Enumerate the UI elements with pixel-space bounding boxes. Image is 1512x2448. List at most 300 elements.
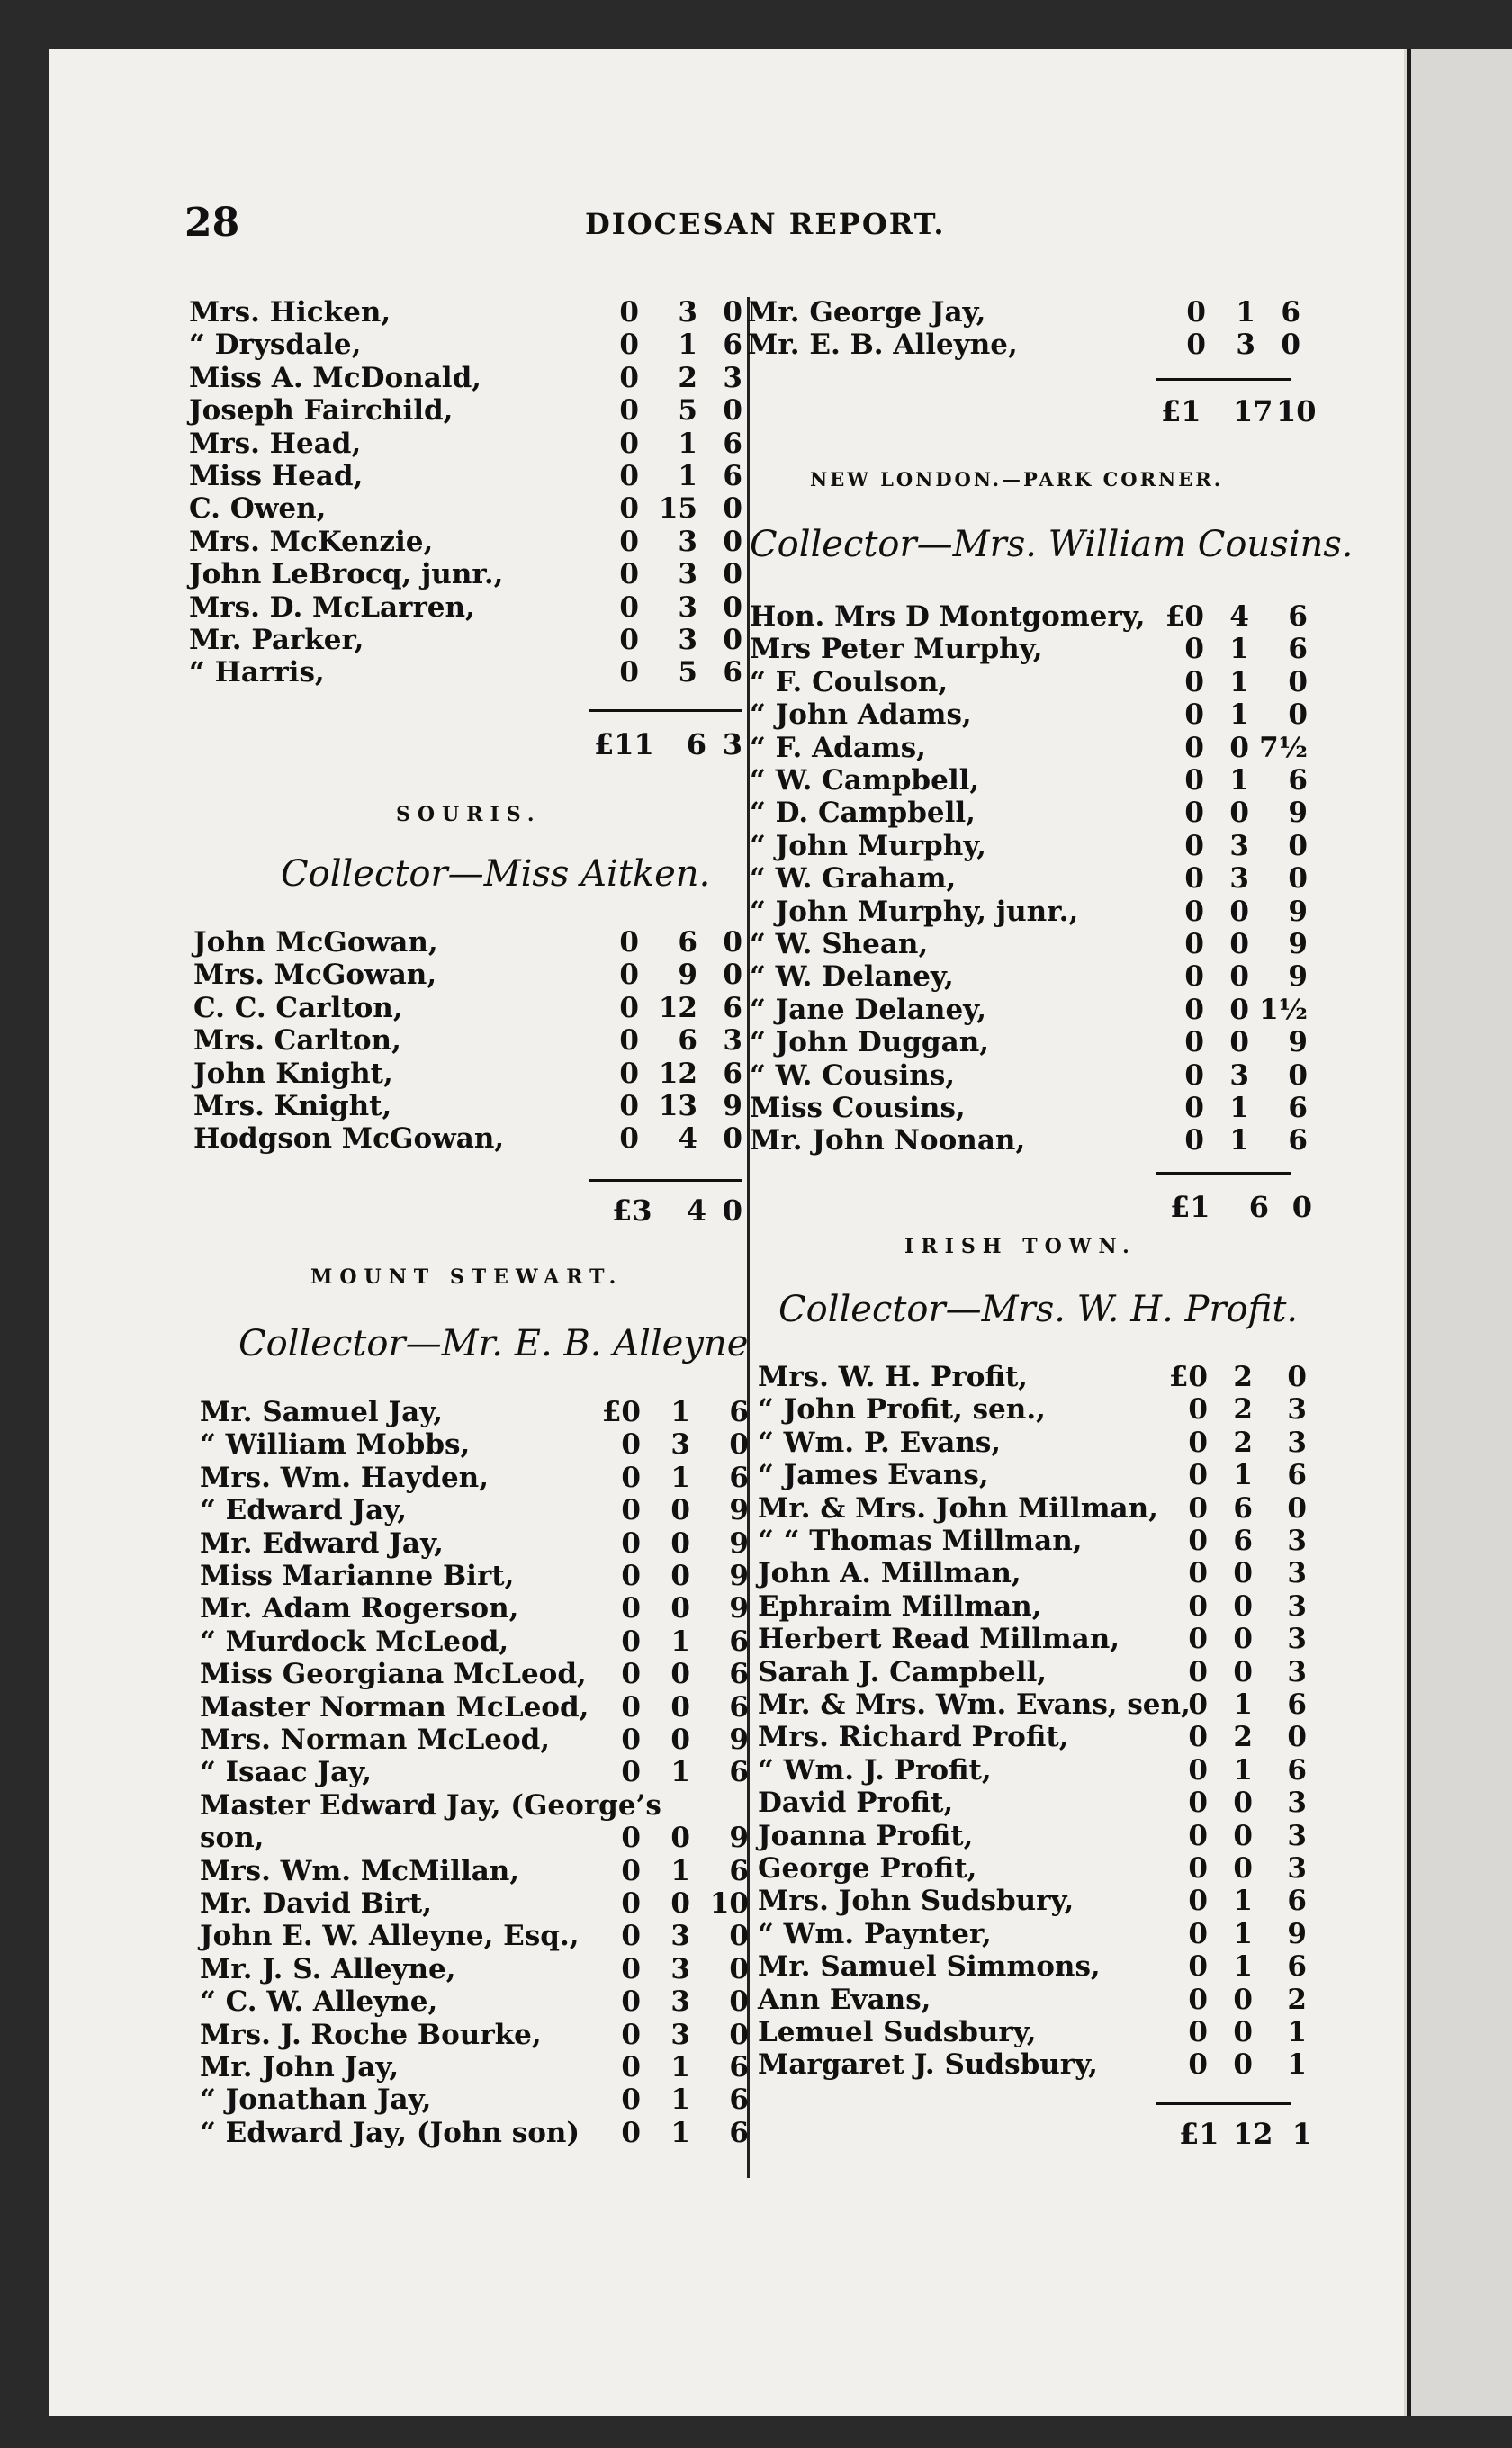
entry-pounds: 0 xyxy=(1184,1124,1204,1157)
entry-shillings: 3 xyxy=(670,1428,690,1462)
entry-pounds: 0 xyxy=(621,1724,641,1756)
contributor-row xyxy=(194,1123,747,1154)
total-shillings: 6 xyxy=(1248,1190,1269,1224)
entry-pounds: 0 xyxy=(619,361,639,394)
entry-pence: 3 xyxy=(1287,1557,1307,1590)
entry-name: “ “ Thomas Millman, xyxy=(758,1525,1083,1557)
contributor-row xyxy=(750,1125,1308,1156)
entry-pence: 0 xyxy=(723,492,742,526)
entry-name: “ John Murphy, junr., xyxy=(750,895,1079,928)
entry-pence: 9 xyxy=(1288,895,1308,928)
entry-pence: 9 xyxy=(729,1494,749,1527)
souris-heading: SOURIS. xyxy=(396,803,542,826)
entry-pounds: 0 xyxy=(1188,1786,1208,1820)
entry-shillings: 5 xyxy=(678,656,698,689)
entry-pounds: 0 xyxy=(1188,1459,1208,1492)
entry-name: Mr. E. B. Alleyne, xyxy=(747,328,1018,362)
entry-pounds: 0 xyxy=(1184,698,1204,732)
entry-name: Miss Head, xyxy=(189,460,364,492)
entry-pence: 6 xyxy=(1287,1885,1307,1918)
contributor-row xyxy=(200,1724,747,1755)
entry-pence: 0 xyxy=(729,2018,749,2051)
entry-pounds: 0 xyxy=(621,2018,641,2051)
contributor-row xyxy=(758,1558,1309,1588)
contributor-row xyxy=(194,1025,747,1056)
entry-name: Mr. Parker, xyxy=(189,624,364,656)
entry-name: Mr. John Noonan, xyxy=(750,1124,1026,1157)
contributor-row xyxy=(189,493,747,524)
entry-pence: 6 xyxy=(1287,1688,1307,1721)
contributor-row xyxy=(758,1787,1309,1818)
entry-pence: 9 xyxy=(723,1090,742,1122)
entry-pounds: 0 xyxy=(621,1690,641,1724)
page-edge xyxy=(1404,50,1512,2416)
contributor-row xyxy=(750,699,1308,730)
entry-shillings: 0 xyxy=(1229,1026,1249,1059)
entry-pence: 6 xyxy=(729,1658,749,1691)
entry-shillings: 1 xyxy=(1233,1753,1253,1786)
entry-name: Joseph Fairchild, xyxy=(189,394,454,428)
entry-pounds: 0 xyxy=(621,1952,641,1985)
entry-name: Mr. J. S. Alleyne, xyxy=(200,1952,456,1985)
entry-pence: 9 xyxy=(729,1724,749,1756)
contributor-row xyxy=(758,2049,1309,2080)
entry-pence: 9 xyxy=(729,1592,749,1625)
contributor-row xyxy=(758,1689,1309,1720)
entry-shillings: 2 xyxy=(1233,1393,1253,1426)
total-pence: 10 xyxy=(1276,394,1317,428)
entry-shillings: 3 xyxy=(678,624,698,656)
contributor-row xyxy=(189,395,747,426)
entry-pence: 0 xyxy=(723,590,742,624)
entry-shillings: 1 xyxy=(1233,1459,1253,1492)
entry-pence: 9 xyxy=(1288,960,1308,994)
entry-pounds: 0 xyxy=(619,394,639,428)
contributor-row xyxy=(758,1362,1309,1392)
entry-pence: 9 xyxy=(1288,1026,1308,1059)
entry-pounds: 0 xyxy=(621,2084,641,2117)
entry-pence: 0 xyxy=(1287,1361,1307,1393)
entry-name: Mr. Adam Rogerson, xyxy=(200,1592,519,1625)
contributor-row xyxy=(200,2020,747,2050)
entry-name: Lemuel Sudsbury, xyxy=(758,2016,1037,2048)
entry-pounds: 0 xyxy=(1188,2016,1208,2048)
total-pounds: £1 xyxy=(1161,394,1202,428)
entry-pence: 6 xyxy=(1287,1459,1307,1492)
total-rule xyxy=(1156,2102,1292,2105)
entry-name: Mrs. Carlton, xyxy=(194,1024,401,1058)
entry-shillings: 1 xyxy=(670,2084,690,2117)
entry-pence: 3 xyxy=(1287,1393,1307,1426)
total-pounds: £1 xyxy=(1170,1190,1210,1224)
entry-shillings: 0 xyxy=(670,1887,690,1920)
contributor-row xyxy=(200,1659,747,1689)
entry-pounds: 0 xyxy=(1184,796,1204,830)
entry-shillings: 1 xyxy=(670,1854,690,1887)
new-london-collector: Collector—Mrs. William Cousins. xyxy=(750,524,1354,565)
total-pence: 0 xyxy=(722,1193,742,1228)
entry-pounds: 0 xyxy=(1184,829,1204,862)
contributor-row xyxy=(758,1657,1309,1688)
contributor-row xyxy=(750,994,1308,1025)
entry-shillings: 3 xyxy=(670,1985,690,2019)
entry-name: John A. Millman, xyxy=(758,1557,1022,1590)
entry-pence: 6 xyxy=(1288,764,1308,796)
entry-shillings: 15 xyxy=(658,492,698,526)
entry-shillings: 1 xyxy=(1233,1885,1253,1918)
entry-pence: 6 xyxy=(729,2116,749,2149)
entry-name: Mrs. Head, xyxy=(189,427,362,460)
entry-pence: 0 xyxy=(729,1428,749,1462)
entry-pounds: 0 xyxy=(1184,731,1204,764)
entry-name: “ W. Graham, xyxy=(750,862,957,896)
entry-name: “ W. Delaney, xyxy=(750,960,954,994)
entry-shillings: 6 xyxy=(1233,1491,1253,1525)
contributor-row xyxy=(189,526,747,557)
entry-name: Miss Marianne Birt, xyxy=(200,1560,515,1592)
entry-shillings: 0 xyxy=(670,1822,690,1855)
entry-pence: 9 xyxy=(729,1560,749,1592)
entry-pence: 3 xyxy=(1287,1426,1307,1459)
entry-name: Mr. Samuel Jay, xyxy=(200,1396,444,1428)
total-shillings: 12 xyxy=(1233,2117,1274,2151)
entry-pence: 6 xyxy=(729,2084,749,2117)
entry-name: Mrs. Knight, xyxy=(194,1090,392,1122)
entry-name: “ John Adams, xyxy=(750,698,972,732)
contributor-row xyxy=(758,1591,1309,1622)
entry-name: “ F. Coulson, xyxy=(750,665,949,698)
entry-pounds: 0 xyxy=(619,624,639,656)
entry-name: Ephraim Millman, xyxy=(758,1589,1042,1623)
entry-shillings: 1 xyxy=(670,2116,690,2149)
entry-pounds: 0 xyxy=(619,958,639,992)
entry-shillings: 3 xyxy=(1229,1058,1249,1092)
contributor-row xyxy=(200,1921,747,1951)
entry-pence: 6 xyxy=(729,1624,749,1658)
entry-shillings: 12 xyxy=(658,991,698,1024)
entry-pounds: 0 xyxy=(619,558,639,591)
entry-name: “ John Duggan, xyxy=(750,1026,990,1059)
entry-shillings: 4 xyxy=(678,1122,698,1156)
entry-pence: 6 xyxy=(729,1396,749,1428)
contributor-row xyxy=(200,1888,747,1919)
entry-name: John LeBrocq, junr., xyxy=(189,558,504,591)
entry-name: Mrs. W. H. Profit, xyxy=(758,1361,1029,1393)
entry-pounds: 0 xyxy=(1184,960,1204,994)
entry-pounds: 0 xyxy=(1188,1983,1208,2016)
entry-name: Herbert Read Millman, xyxy=(758,1623,1120,1656)
entry-pounds: 0 xyxy=(1188,1557,1208,1590)
entry-name: “ W. Campbell, xyxy=(750,764,980,796)
entry-name: “ C. W. Alleyne, xyxy=(200,1985,438,2019)
entry-pounds: 0 xyxy=(619,460,639,492)
contributor-row xyxy=(750,1060,1308,1091)
entry-name: “ Wm. Paynter, xyxy=(758,1917,992,1950)
entry-shillings: 1 xyxy=(1236,296,1256,328)
entry-shillings: 1 xyxy=(670,2051,690,2084)
total-rule xyxy=(590,1179,742,1182)
entry-name: John Knight, xyxy=(194,1057,393,1090)
entry-name: Mrs Peter Murphy, xyxy=(750,633,1043,666)
entry-pounds: 0 xyxy=(621,1887,641,1920)
entry-pence: 0 xyxy=(723,394,742,428)
entry-shillings: 0 xyxy=(670,1560,690,1592)
mount-stewart-heading: MOUNT STEWART. xyxy=(310,1265,624,1289)
entry-pence: 6 xyxy=(1281,296,1300,328)
entry-pence: 0 xyxy=(723,1122,742,1156)
entry-shillings: 0 xyxy=(1229,796,1249,830)
entry-name: “ James Evans, xyxy=(758,1459,989,1492)
entry-shillings: 0 xyxy=(1233,1655,1253,1688)
entry-pence: 0 xyxy=(1288,698,1308,732)
entry-name: “ Jonathan Jay, xyxy=(200,2084,432,2117)
contributor-row xyxy=(747,297,1305,328)
entry-pence: 0 xyxy=(729,1920,749,1953)
entry-shillings: 0 xyxy=(670,1592,690,1625)
entry-shillings: 0 xyxy=(1233,1852,1253,1885)
entry-pounds: 0 xyxy=(621,1428,641,1462)
entry-pence: 6 xyxy=(729,1690,749,1724)
entry-shillings: 1 xyxy=(678,427,698,460)
contributor-row xyxy=(194,993,747,1023)
contributor-row xyxy=(200,1757,747,1787)
total-shillings: 4 xyxy=(686,1193,706,1228)
entry-name: “ D. Campbell, xyxy=(750,796,976,830)
entry-shillings: 1 xyxy=(670,1396,690,1428)
page-number: 28 xyxy=(184,200,240,246)
entry-shillings: 4 xyxy=(1229,600,1249,633)
irish-town-collector: Collector—Mrs. W. H. Profit. xyxy=(778,1289,1299,1330)
entry-shillings: 1 xyxy=(670,1756,690,1789)
entry-pence: 0 xyxy=(723,958,742,992)
contributor-row xyxy=(189,625,747,655)
entry-name: Mr. John Jay, xyxy=(200,2051,400,2084)
entry-pounds: 0 xyxy=(1184,928,1204,960)
contributor-row xyxy=(758,2017,1309,2048)
entry-shillings: 1 xyxy=(678,328,698,362)
entry-pounds: 0 xyxy=(621,2116,641,2149)
entry-pounds: 0 xyxy=(1184,862,1204,896)
entry-name: “ Jane Delaney, xyxy=(750,993,987,1026)
entry-name: John McGowan, xyxy=(194,926,438,958)
contributor-row xyxy=(200,1692,747,1723)
entry-name: Mr. David Birt, xyxy=(200,1887,433,1920)
entry-pounds: 0 xyxy=(1188,1393,1208,1426)
total-rule xyxy=(1156,1172,1292,1174)
entry-shillings: 3 xyxy=(670,1920,690,1953)
entry-pence: 0 xyxy=(729,1952,749,1985)
entry-pounds: 0 xyxy=(1188,1655,1208,1688)
souris-total xyxy=(612,1193,742,1228)
entry-pounds: 0 xyxy=(1188,1819,1208,1852)
entry-shillings: 3 xyxy=(670,2018,690,2051)
entry-name: “ John Murphy, xyxy=(750,829,987,862)
contributor-row xyxy=(200,1397,747,1427)
entry-name: “ F. Adams, xyxy=(750,731,926,764)
entry-pence: 3 xyxy=(1287,1589,1307,1623)
contributor-row xyxy=(189,461,747,491)
entry-pounds: 0 xyxy=(619,1024,639,1058)
binding-rule xyxy=(1407,50,1411,2416)
entry-pounds: 0 xyxy=(1188,1426,1208,1459)
entry-pence: 3 xyxy=(1287,1852,1307,1885)
contributor-row xyxy=(200,1626,747,1657)
entry-pence: 3 xyxy=(723,361,742,394)
entry-shillings: 1 xyxy=(1233,1688,1253,1721)
entry-name: “ Edward Jay, xyxy=(200,1494,408,1527)
entry-shillings: 0 xyxy=(1233,1589,1253,1623)
entry-shillings: 2 xyxy=(1233,1721,1253,1754)
entry-shillings: 0 xyxy=(1233,1623,1253,1656)
entry-name: Miss A. McDonald, xyxy=(189,361,482,394)
souris-collector: Collector—Miss Aitken. xyxy=(281,853,711,895)
contributor-row xyxy=(200,1856,747,1886)
entry-pounds: 0 xyxy=(621,1592,641,1625)
entry-name: “ Murdock McLeod, xyxy=(200,1624,509,1658)
contributor-row xyxy=(189,428,747,459)
entry-pounds: 0 xyxy=(621,1560,641,1592)
entry-pence: 3 xyxy=(723,1024,742,1058)
entry-shillings: 3 xyxy=(678,558,698,591)
entry-shillings: 0 xyxy=(1229,960,1249,994)
entry-pounds: £0 xyxy=(1168,1361,1208,1393)
entry-name: “ John Profit, sen., xyxy=(758,1393,1046,1426)
entry-pence: 6 xyxy=(723,656,742,689)
contributor-row xyxy=(758,1526,1309,1556)
page-title: DIOCESAN REPORT. xyxy=(585,207,946,241)
entry-pounds: 0 xyxy=(1188,1491,1208,1525)
mount-stewart-collector: Collector—Mr. E. B. Alleyne xyxy=(238,1323,749,1364)
contributor-row xyxy=(750,863,1308,894)
entry-pounds: 0 xyxy=(619,926,639,958)
entry-pence: 0 xyxy=(1287,1721,1307,1754)
contributor-row xyxy=(194,1058,747,1089)
entry-shillings: 1 xyxy=(1229,633,1249,666)
entry-pounds: 0 xyxy=(1188,1525,1208,1557)
entry-pounds: 0 xyxy=(1184,993,1204,1026)
contributor-row xyxy=(758,1493,1309,1524)
entry-pence: 3 xyxy=(1287,1655,1307,1688)
entry-shillings: 1 xyxy=(1229,1124,1249,1157)
entry-pounds: 0 xyxy=(619,1090,639,1122)
entry-name: “ William Mobbs, xyxy=(200,1428,471,1462)
total-rule xyxy=(590,709,742,712)
entry-name: C. Owen, xyxy=(189,492,327,526)
entry-name: Mr. Samuel Simmons, xyxy=(758,1950,1101,1984)
entry-pounds: 0 xyxy=(1186,296,1206,328)
entry-pence: 6 xyxy=(729,2051,749,2084)
contributor-row xyxy=(750,765,1308,796)
entry-shillings: 0 xyxy=(670,1494,690,1527)
contributor-row xyxy=(200,2118,747,2148)
entry-name: David Profit, xyxy=(758,1786,954,1820)
entry-pence: 9 xyxy=(729,1526,749,1560)
entry-pounds: 0 xyxy=(621,1461,641,1494)
entry-pence: 6 xyxy=(729,1461,749,1494)
contributor-row xyxy=(758,1886,1309,1916)
entry-pounds: 0 xyxy=(1186,328,1206,362)
entry-pounds: 0 xyxy=(1188,1688,1208,1721)
entry-name: Mr. & Mrs. John Millman, xyxy=(758,1491,1158,1525)
entry-name: Miss Georgiana McLeod, xyxy=(200,1658,587,1691)
total-pounds: £11 xyxy=(594,727,654,761)
entry-pounds: 0 xyxy=(619,525,639,558)
entry-pence: 6 xyxy=(1288,600,1308,633)
contributor-row xyxy=(758,1755,1309,1786)
entry-pence: 3 xyxy=(1287,1623,1307,1656)
contributor-row xyxy=(200,2052,747,2083)
entry-name: Sarah J. Campbell, xyxy=(758,1655,1048,1688)
contributor-row xyxy=(200,1528,747,1559)
contributor-row xyxy=(200,1561,747,1591)
total-pence: 0 xyxy=(1292,1190,1312,1224)
entry-shillings: 0 xyxy=(1229,895,1249,928)
contributor-row xyxy=(750,1027,1308,1058)
entry-pounds: 0 xyxy=(1188,1589,1208,1623)
entry-shillings: 0 xyxy=(1233,1557,1253,1590)
contributor-row xyxy=(200,2084,747,2115)
new-london-heading: NEW LONDON.—PARK CORNER. xyxy=(810,468,1224,490)
entry-pounds: 0 xyxy=(619,492,639,526)
entry-pounds: 0 xyxy=(1184,1092,1204,1124)
entry-name: George Profit, xyxy=(758,1852,977,1885)
contributor-row xyxy=(189,297,747,328)
entry-pounds: 0 xyxy=(619,296,639,328)
contributor-row xyxy=(189,657,747,688)
entry-pounds: 0 xyxy=(621,1854,641,1887)
entry-shillings: 0 xyxy=(670,1724,690,1756)
entry-shillings: 0 xyxy=(1229,928,1249,960)
entry-name: Mrs. Wm. Hayden, xyxy=(200,1461,490,1494)
entry-pounds: 0 xyxy=(1184,633,1204,666)
contributor-row xyxy=(747,329,1305,360)
entry-pence: 0 xyxy=(1288,829,1308,862)
entry-pence: 6 xyxy=(723,427,742,460)
entry-shillings: 6 xyxy=(678,926,698,958)
entry-pence: 0 xyxy=(1281,328,1300,362)
entry-pence: 0 xyxy=(1288,1058,1308,1092)
contributor-row xyxy=(758,1951,1309,1982)
entry-name: “ Edward Jay, (John son) xyxy=(200,2116,580,2149)
entry-name: Mrs. Wm. McMillan, xyxy=(200,1854,520,1887)
entry-pounds: 0 xyxy=(621,1658,641,1691)
total-pounds: £3 xyxy=(612,1193,652,1228)
entry-pence: 6 xyxy=(729,1756,749,1789)
entry-name: Margaret J. Sudsbury, xyxy=(758,2048,1098,2082)
irish-town-total xyxy=(1179,2117,1312,2151)
entry-pence: 0 xyxy=(1288,862,1308,896)
contributor-row xyxy=(750,831,1308,861)
entry-pounds: 0 xyxy=(1188,1623,1208,1656)
entry-pence: 0 xyxy=(723,525,742,558)
entry-shillings: 0 xyxy=(1229,993,1249,1026)
entry-pounds: 0 xyxy=(1184,895,1204,928)
entry-pounds: 0 xyxy=(1184,764,1204,796)
entry-pence: 6 xyxy=(1288,633,1308,666)
entry-shillings: 1 xyxy=(1233,1917,1253,1950)
irish-town-heading: IRISH TOWN. xyxy=(904,1235,1137,1258)
entry-shillings: 1 xyxy=(670,1624,690,1658)
entry-shillings: 6 xyxy=(1233,1525,1253,1557)
entry-shillings: 1 xyxy=(670,1461,690,1494)
entry-name: Mr. & Mrs. Wm. Evans, sen, xyxy=(758,1688,1191,1721)
entry-shillings: 3 xyxy=(1236,328,1256,362)
entry-pence: 9 xyxy=(729,1822,749,1855)
entry-pence: 0 xyxy=(1287,1491,1307,1525)
entry-shillings: 3 xyxy=(1229,829,1249,862)
contributor-row xyxy=(189,559,747,590)
entry-name: Miss Cousins, xyxy=(750,1092,966,1124)
